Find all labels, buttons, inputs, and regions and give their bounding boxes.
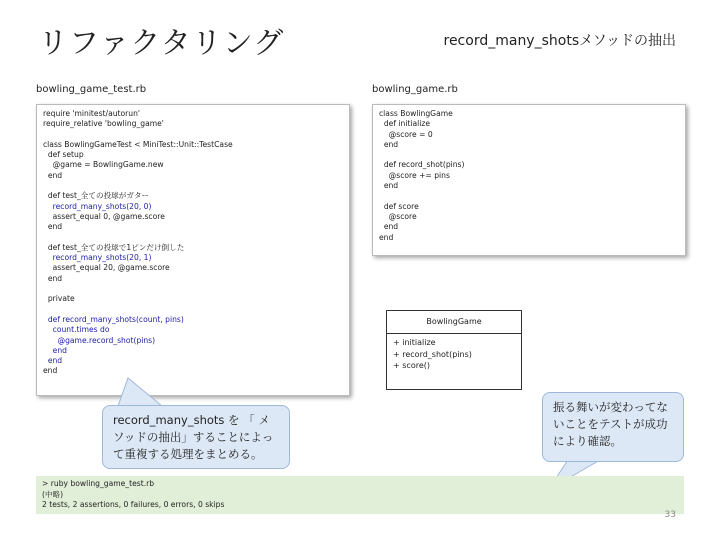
code-line: private bbox=[43, 294, 75, 304]
uml-method-list bbox=[387, 334, 521, 375]
code-line bbox=[43, 305, 343, 315]
code-line bbox=[43, 130, 343, 140]
terminal-output bbox=[36, 476, 684, 514]
code-line: class BowlingGame bbox=[379, 109, 453, 118]
code-line: record_many_shots(20, 0) bbox=[43, 201, 152, 211]
left-callout: record_many_shots を 「 メソッドの抽出」することによって重複する処理をまとめる。 bbox=[102, 405, 290, 469]
code-line bbox=[379, 191, 679, 201]
terminal-line: 2 tests, 2 assertions, 0 failures, 0 errors, 0 skips bbox=[42, 500, 225, 509]
uml-method: + initialize bbox=[393, 338, 436, 347]
uml-method: + score() bbox=[393, 361, 430, 370]
code-line: @game.record_shot(pins) bbox=[43, 335, 156, 345]
test-file-label: bowling_game_test.rb bbox=[36, 84, 147, 95]
code-line bbox=[43, 284, 343, 294]
code-line: def test_全ての投球で1ピンだけ倒した bbox=[43, 242, 185, 252]
code-line: class BowlingGameTest < MiniTest::Unit::TestCase bbox=[43, 139, 233, 149]
code-line: def record_shot(pins) bbox=[379, 160, 465, 170]
code-line: @game = BowlingGame.new bbox=[43, 160, 164, 170]
game-code-panel bbox=[372, 104, 686, 256]
code-line bbox=[43, 233, 343, 243]
code-line: end bbox=[379, 222, 399, 232]
code-line: end bbox=[379, 232, 394, 242]
uml-class-name: BowlingGame bbox=[387, 311, 521, 334]
code-line: record_many_shots(20, 1) bbox=[43, 253, 152, 263]
code-line: end bbox=[379, 139, 399, 149]
code-line: end bbox=[43, 222, 63, 232]
code-line: end bbox=[43, 170, 63, 180]
code-line: require_relative 'bowling_game' bbox=[43, 119, 164, 129]
uml-class-diagram bbox=[386, 310, 522, 390]
code-line: def initialize bbox=[379, 119, 431, 129]
test-code-listing bbox=[37, 105, 349, 381]
code-line: end bbox=[43, 366, 58, 376]
game-file-label: bowling_game.rb bbox=[372, 84, 458, 95]
code-line: count.times do bbox=[43, 325, 110, 335]
code-line: def record_many_shots(count, pins) bbox=[43, 314, 184, 324]
test-code-panel bbox=[36, 104, 350, 396]
code-line: end bbox=[379, 181, 399, 191]
code-line: def test_全ての投球がガター bbox=[43, 191, 150, 201]
code-line: require 'minitest/autorun' bbox=[43, 109, 140, 118]
code-line: end bbox=[43, 356, 63, 366]
slide-subtitle: record_many_shotsメソッドの抽出 bbox=[443, 33, 676, 49]
code-line: end bbox=[43, 273, 63, 283]
game-code-listing bbox=[373, 105, 685, 247]
code-line: assert_equal 0, @game.score bbox=[43, 211, 165, 221]
code-line bbox=[43, 181, 343, 191]
code-line: assert_equal 20, @game.score bbox=[43, 263, 170, 273]
code-line: end bbox=[43, 345, 67, 355]
page-number: 33 bbox=[664, 510, 676, 520]
code-line: def setup bbox=[43, 150, 84, 160]
code-line: @score += pins bbox=[379, 170, 450, 180]
right-callout: 振る舞いが変わってないことをテストが成功により確認。 bbox=[542, 392, 684, 462]
code-line: @score bbox=[379, 211, 417, 221]
code-line: def score bbox=[379, 201, 419, 211]
terminal-line: > ruby bowling_game_test.rb bbox=[42, 479, 155, 488]
code-line: @score = 0 bbox=[379, 129, 433, 139]
slide-title: リファクタリング bbox=[38, 26, 285, 61]
uml-method: + record_shot(pins) bbox=[393, 349, 472, 359]
terminal-line: (中略) bbox=[42, 489, 64, 499]
code-line bbox=[379, 150, 679, 160]
